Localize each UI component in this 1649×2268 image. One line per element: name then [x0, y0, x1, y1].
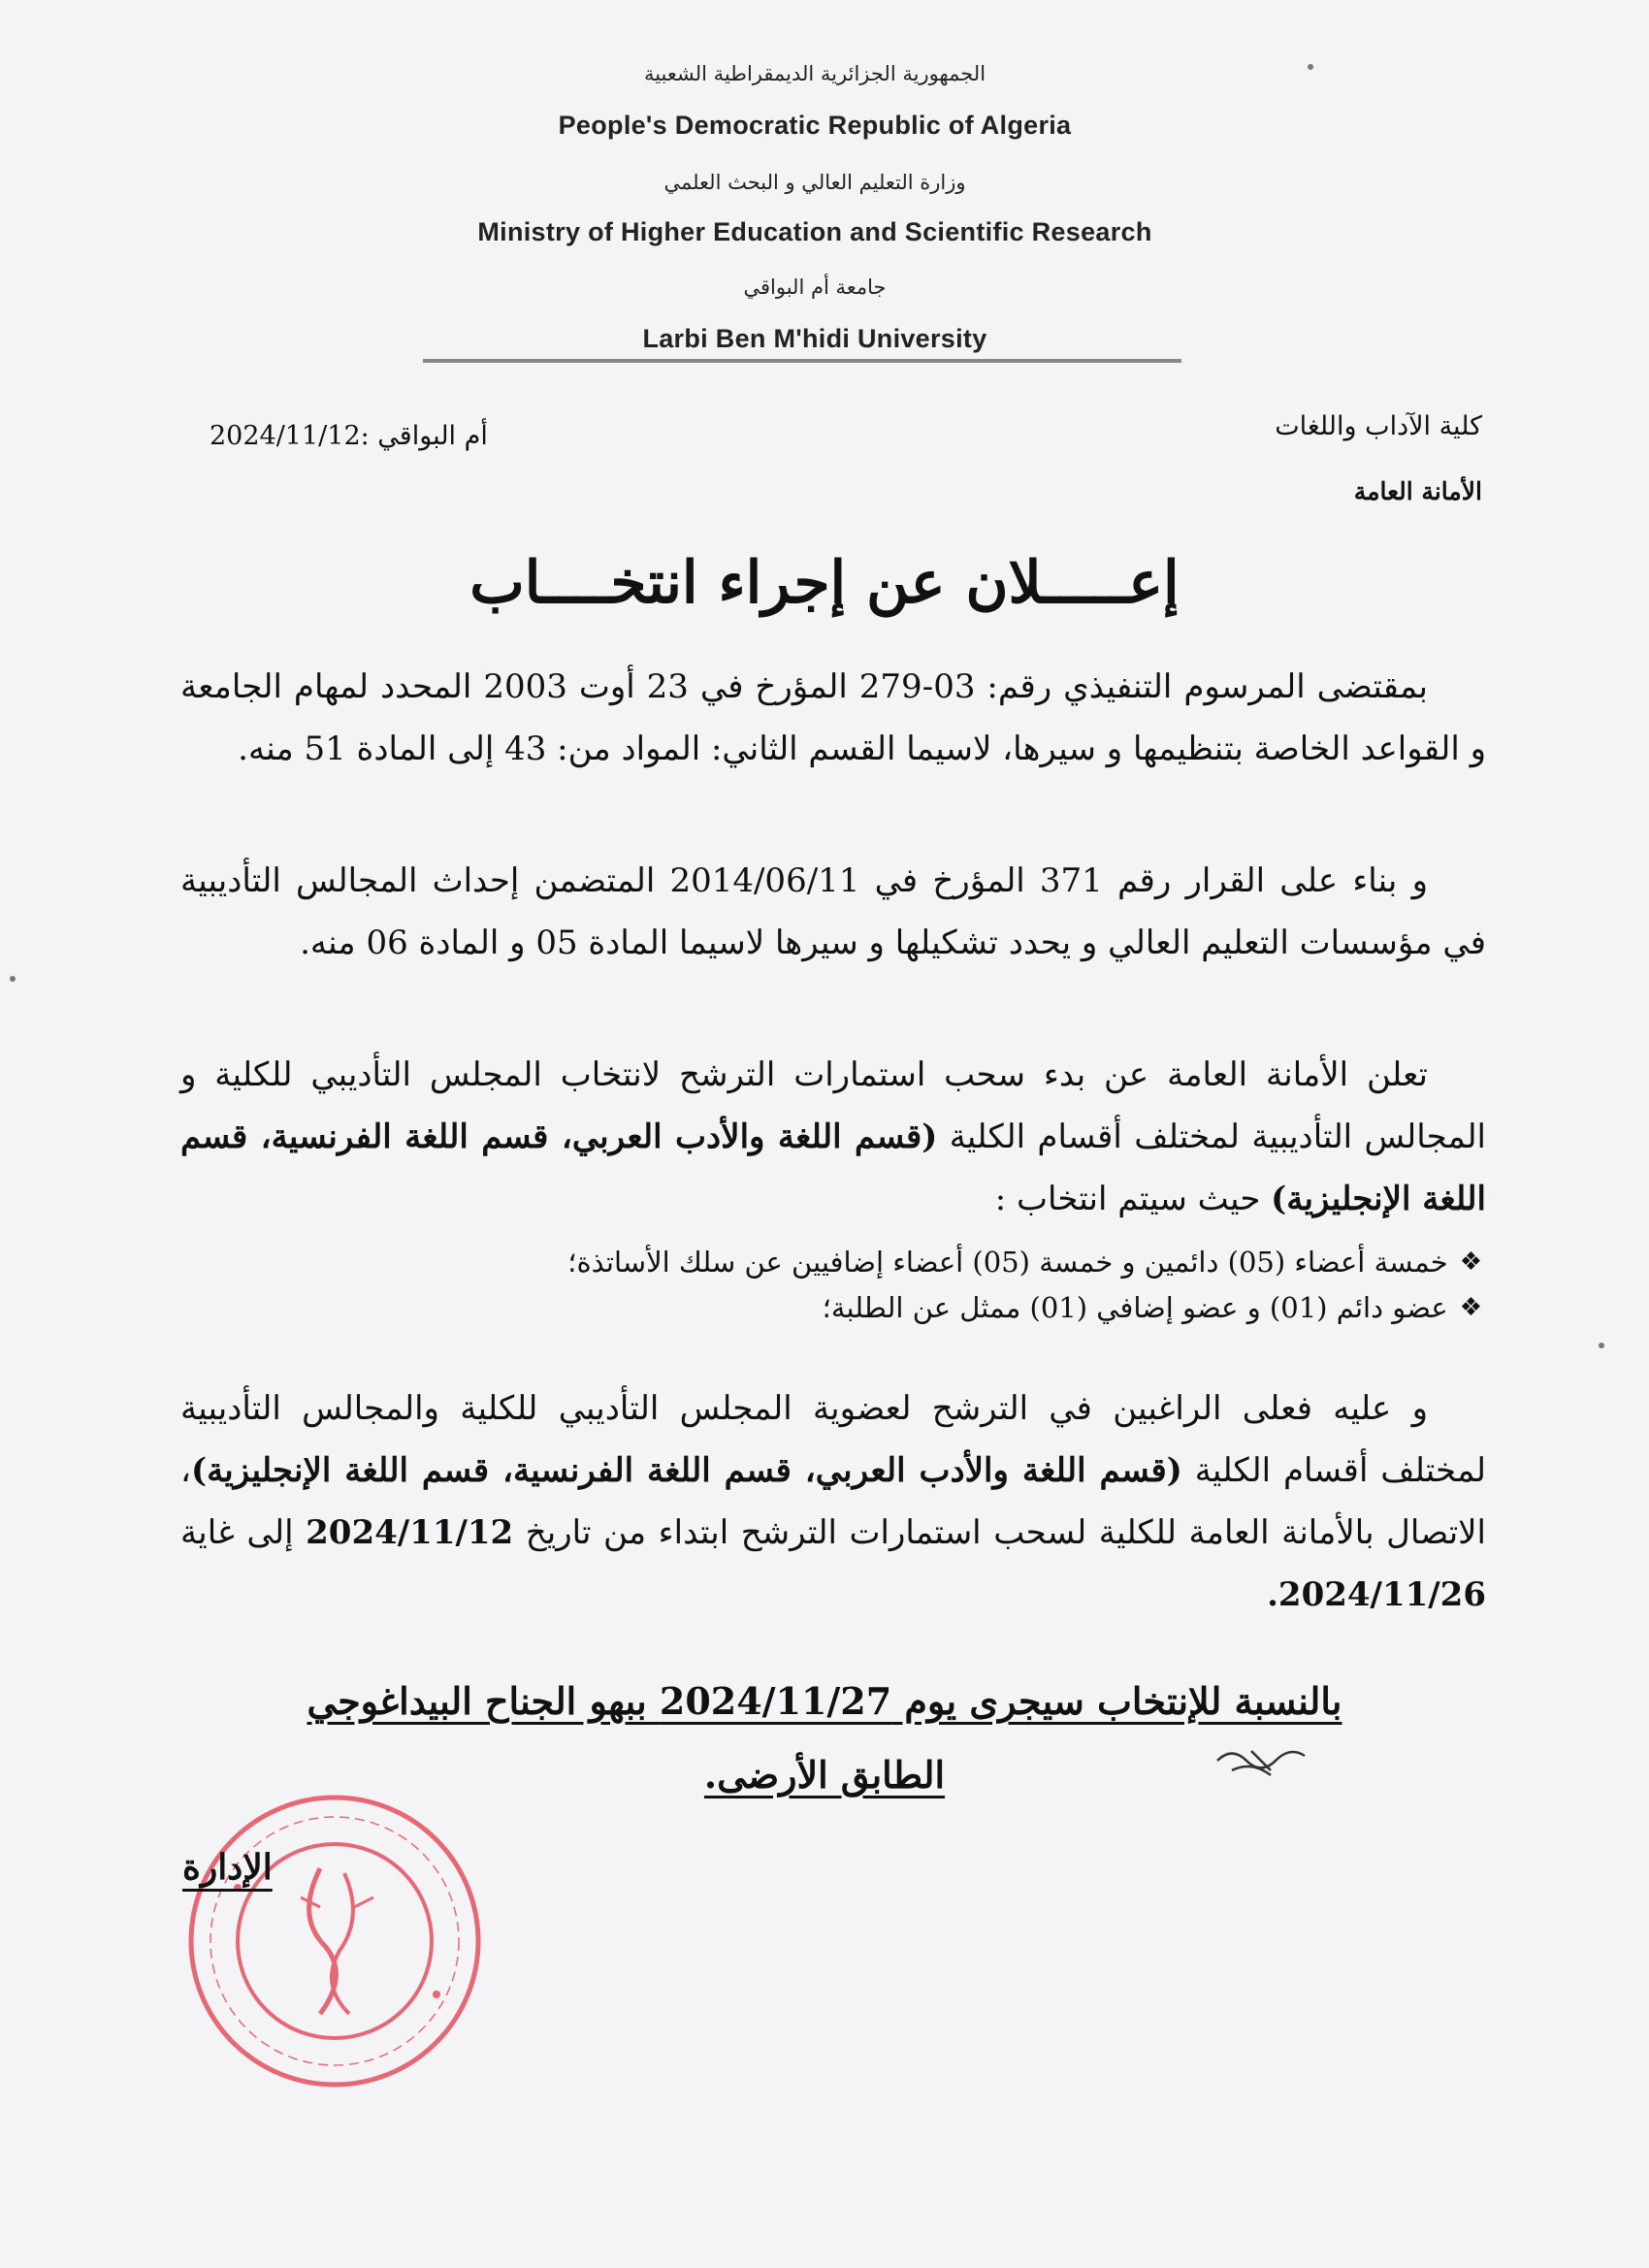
document-date: أم البواقي :2024/11/12: [210, 421, 488, 451]
announcement-text-a: تعلن الأمانة العامة عن بدء سحب استمارات الترشح لانتخاب المجلس التأديبي للكلية و المجالس التأديبية لمختلف أقسام الكلية: [180, 1055, 1486, 1156]
list-item: [567, 1285, 1482, 1331]
official-stamp-icon: [184, 1791, 485, 2091]
republic-arabic: الجمهورية الجزائرية الديمقراطية الشعبية: [643, 62, 986, 85]
ministry-arabic: وزارة التعليم العالي و البحث العلمي: [663, 171, 966, 194]
ink-mark-icon: [1212, 1736, 1329, 1785]
scan-speck: [1599, 1343, 1604, 1348]
paragraph-decree-text: بمقتضى المرسوم التنفيذي رقم: 03-279 المؤرخ في 23 أوت 2003 المحدد لمهام الجامعة و القواعد الخاصة بتنظيمها و سيرها، لاسيما القسم الثاني: المواد من: 43 إلى المادة 51 منه.: [180, 667, 1486, 768]
list-item: [567, 1240, 1482, 1285]
paragraph-decree: [180, 656, 1486, 780]
header-divider: [423, 359, 1181, 363]
university-english: Larbi Ben M'hidi University: [642, 324, 987, 353]
candidacy-text-a: و عليه فعلى الراغبين في الترشح لعضوية المجلس التأديبي للكلية والمجالس التأديبية لمختلف أقسام الكلية: [180, 1389, 1486, 1490]
paragraph-announcement: [180, 1044, 1486, 1230]
paragraph-announcement-text: [180, 1044, 1486, 1230]
ministry-english: Ministry of Higher Education and Scientific Research: [477, 217, 1152, 246]
election-notice-line1: بالنسبة للإنتخاب سيجرى يوم 2024/11/27 ببهو الجناح البيداغوجي: [307, 1679, 1342, 1723]
diamond-bullet-icon: ❖: [1459, 1247, 1482, 1277]
paragraph-decision: [180, 850, 1486, 974]
scan-speck: [1308, 64, 1313, 70]
paragraph-candidacy-text: [180, 1377, 1486, 1626]
departments-list: (قسم اللغة والأدب العربي، قسم اللغة الفرنسية، قسم اللغة الإنجليزية): [190, 1451, 1182, 1490]
paragraph-candidacy: [180, 1377, 1486, 1626]
university-arabic: جامعة أم البواقي: [743, 275, 887, 299]
list-item-text: خمسة أعضاء (05) دائمين و خمسة (05) أعضاء إضافيين عن سلك الأساتذة؛: [567, 1246, 1448, 1279]
signature-label: الإدارة: [182, 1847, 273, 1888]
start-date: 2024/11/12: [306, 1513, 514, 1552]
announcement-text-c: حيث سيتم انتخاب :: [994, 1180, 1272, 1218]
diamond-bullet-icon: ❖: [1459, 1293, 1482, 1322]
paragraph-decision-text: و بناء على القرار رقم 371 المؤرخ في 2014/06/11 المتضمن إحداث المجالس التأديبية في مؤسسات التعليم العالي و يحدد تشكيلها و سيرها لاسيما المادة 05 و المادة 06 منه.: [180, 861, 1486, 962]
candidacy-text-c: ، الاتصال بالأمانة العامة للكلية لسحب استمارات الترشح ابتداء من تاريخ: [180, 1451, 1486, 1552]
announcement-title: إعـــــلان عن إجراء انتخــــاب: [469, 549, 1180, 617]
faculty-name: كلية الآداب واللغات: [1275, 411, 1482, 441]
departments-list: (قسم اللغة والأدب العربي، قسم اللغة الفرنسية، قسم اللغة الإنجليزية): [180, 1118, 1486, 1218]
election-seats-list: [567, 1240, 1482, 1331]
election-notice-line2: الطابق الأرضى.: [703, 1753, 946, 1797]
republic-english: People's Democratic Republic of Algeria: [558, 111, 1072, 140]
list-item-text: عضو دائم (01) و عضو إضافي (01) ممثل عن الطلبة؛: [822, 1291, 1448, 1324]
scan-speck: [10, 976, 16, 982]
end-date: 2024/11/26.: [1267, 1575, 1486, 1614]
candidacy-text-e: إلى غاية: [180, 1513, 307, 1552]
secretariat-name: الأمانة العامة: [1353, 477, 1482, 505]
